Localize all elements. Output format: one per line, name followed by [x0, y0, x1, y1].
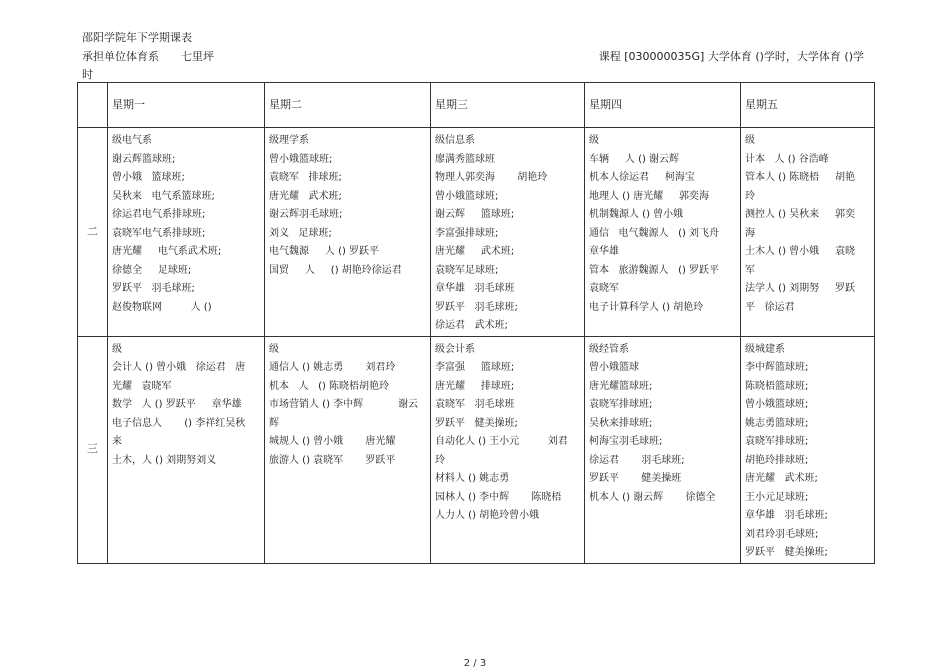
class-entry: 唐光耀 电气系武术班;	[112, 246, 222, 257]
class-entry: 刘义 足球班;	[269, 227, 332, 239]
class-entry: 罗跃平 羽毛球班;	[435, 301, 518, 313]
class-entry: 级理学系	[269, 135, 309, 146]
timetable	[77, 82, 875, 564]
class-entry: 级	[745, 135, 755, 146]
class-entry: 吴秋来 电气系篮球班;	[112, 190, 215, 202]
class-entry: 军	[745, 264, 755, 276]
class-entry: 徐运君 羽毛球班;	[589, 454, 685, 466]
class-entry: 土木，人 () 刘期努刘义	[112, 454, 217, 466]
class-entry: 罗跃平 羽毛球班;	[112, 283, 195, 294]
class-entry: 机本 人 () 陈晓梧胡艳玲	[269, 380, 390, 392]
class-entry: 通信 电气魏源人 () 刘飞舟	[589, 227, 720, 239]
class-entry: 级经管系	[589, 343, 629, 355]
class-entry: 机制魏源人 () 曾小娥	[589, 209, 684, 220]
class-entry: 唐光耀 武术班;	[745, 473, 818, 484]
weekday-header-row	[78, 83, 875, 128]
class-entry: 园林人 () 李中辉 陈晓梧	[435, 491, 562, 503]
department-line	[82, 50, 214, 63]
class-entry: 谢云辉篮球班;	[112, 153, 176, 165]
class-entry: 徐德全 足球班;	[112, 264, 192, 276]
class-entry: 机本人 () 谢云辉 徐德全	[589, 491, 716, 503]
class-entry: 胡艳玲排球班;	[745, 454, 809, 466]
class-entry: 材料人 () 姚志勇	[435, 473, 510, 484]
class-entry: 城规人 () 曾小娥 唐光耀	[269, 436, 396, 447]
class-entry: 柯海宝羽毛球班;	[589, 436, 663, 447]
schedule-cell	[585, 128, 741, 337]
class-entry: 人力人 () 胡艳玲曾小娥	[435, 510, 540, 521]
class-entry: 旅游人 () 袁晓军 罗跃平	[269, 454, 396, 466]
class-entry: 级会计系	[435, 343, 475, 355]
schedule-cell	[265, 128, 431, 337]
class-entry: 罗跃平 健美操班	[589, 473, 682, 484]
class-entry: 章华雄 羽毛球班	[435, 283, 515, 294]
class-entry: 车辆 人 () 谢云辉	[589, 153, 680, 165]
schedule-cell	[265, 336, 431, 563]
class-entry: 国贸 人 () 胡艳玲徐运君	[269, 264, 402, 276]
class-entry: 吴秋来排球班;	[589, 417, 653, 429]
class-entry: 光耀 袁晓军	[112, 380, 172, 392]
schedule-cell	[741, 128, 875, 337]
schedule-cell	[585, 336, 741, 563]
class-entry: 徐运君 武术班;	[435, 320, 508, 331]
course-line-continued: 时	[82, 68, 93, 81]
class-entry: 李富强 篮球班;	[435, 362, 515, 373]
unit-label: 承担单位体育系	[82, 50, 159, 63]
class-entry: 袁晓军 羽毛球班	[435, 399, 515, 410]
class-entry: 物理人郭奕海 胡艳玲	[435, 172, 548, 183]
class-entry: 级	[112, 343, 122, 355]
course-info: 课程 [030000035G] 大学体育 ()学时，大学体育 ()学	[598, 50, 864, 63]
class-entry: 袁晓军电气系排球班;	[112, 227, 206, 239]
class-entry: 曾小娥 篮球班;	[112, 172, 185, 183]
class-entry: 姚志勇篮球班;	[745, 417, 809, 429]
corner-cell	[78, 83, 108, 128]
weekday-friday: 星期五	[741, 83, 875, 128]
class-entry: 电子信息人 () 李祥红吴秋	[112, 417, 246, 429]
class-entry: 章华雄	[589, 246, 619, 257]
campus-label: 七里坪	[181, 50, 214, 63]
class-entry: 李中辉篮球班;	[745, 362, 809, 373]
schedule-cell	[741, 336, 875, 563]
class-entry: 袁晓军	[589, 283, 619, 294]
schedule-cell	[431, 128, 585, 337]
class-entry: 廖满秀篮球班	[435, 153, 495, 165]
class-entry: 会计人 () 曾小娥 徐运君 唐	[112, 362, 246, 373]
page-title: 邵阳学院年下学期课表	[82, 31, 192, 44]
class-entry: 级城建系	[745, 343, 785, 355]
class-entry: 曾小娥篮球班;	[435, 190, 499, 202]
class-entry: 平 徐运君	[745, 301, 795, 313]
class-entry: 陈晓梧篮球班;	[745, 380, 809, 392]
class-entry: 罗跃平 健美操班;	[435, 417, 518, 429]
class-entry: 唐光耀 武术班;	[269, 190, 342, 202]
class-entry: 罗跃平 健美操班;	[745, 547, 828, 558]
class-entry: 袁晓军足球班;	[435, 264, 499, 276]
class-entry: 级	[589, 135, 599, 146]
class-entry: 袁晓军排球班;	[745, 436, 809, 447]
class-entry: 刘君玲羽毛球班;	[745, 528, 819, 540]
schedule-cell	[108, 336, 265, 563]
class-entry: 地理人 () 唐光耀 郭奕海	[589, 190, 710, 202]
schedule-cell	[431, 336, 585, 563]
period-label: 二	[78, 128, 108, 337]
class-entry: 通信人 () 姚志勇 刘君玲	[269, 362, 396, 373]
class-entry: 机本人徐运君 柯海宝	[589, 172, 695, 183]
class-entry: 章华雄 羽毛球班;	[745, 510, 828, 521]
class-entry: 曾小娥篮球班;	[269, 153, 333, 165]
class-entry: 管本 旅游魏源人 () 罗跃平	[589, 264, 720, 276]
page-number: 2 / 3	[463, 658, 487, 669]
class-entry: 海	[745, 227, 755, 239]
class-entry: 土木人 () 曾小娥 袁晓	[745, 246, 856, 257]
class-entry: 玲	[745, 190, 755, 202]
class-entry: 管本人 () 陈晓梧 胡艳	[745, 172, 856, 183]
class-entry: 曾小娥篮球	[589, 362, 639, 373]
class-entry: 袁晓军 排球班;	[269, 172, 342, 183]
class-entry: 自动化人 () 王小元 刘君	[435, 436, 568, 447]
class-entry: 唐光耀 排球班;	[435, 380, 515, 392]
class-entry: 曾小娥篮球班;	[745, 399, 809, 410]
weekday-monday: 星期一	[108, 83, 265, 128]
weekday-thursday: 星期四	[585, 83, 741, 128]
class-entry: 李富强排球班;	[435, 227, 499, 239]
class-entry: 测控人 () 吴秋来 郭奕	[745, 209, 856, 220]
class-entry: 数学 人 () 罗跃平 章华雄	[112, 399, 242, 410]
class-entry: 电子计算科学人 () 胡艳玲	[589, 301, 704, 313]
class-entry: 法学人 () 刘期努 罗跃	[745, 283, 856, 294]
class-entry: 级	[269, 343, 279, 355]
class-entry: 赵俊物联网 人 ()	[112, 301, 212, 313]
schedule-cell	[108, 128, 265, 337]
class-entry: 电气魏源 人 () 罗跃平	[269, 246, 380, 257]
class-entry: 来	[112, 436, 122, 447]
weekday-tuesday: 星期二	[265, 83, 431, 128]
period-row	[78, 128, 875, 337]
class-entry: 徐运君电气系排球班;	[112, 209, 206, 220]
period-label: 三	[78, 336, 108, 563]
weekday-wednesday: 星期三	[431, 83, 585, 128]
class-entry: 计本 人 () 谷浩峰	[745, 153, 829, 165]
class-entry: 市场营销人 () 李中辉 谢云	[269, 399, 419, 410]
class-entry: 谢云辉 篮球班;	[435, 209, 515, 220]
class-entry: 辉	[269, 417, 279, 429]
class-entry: 唐光耀 武术班;	[435, 246, 515, 257]
class-entry: 玲	[435, 454, 445, 466]
class-entry: 级信息系	[435, 135, 475, 146]
period-row	[78, 336, 875, 563]
class-entry: 袁晓军排球班;	[589, 399, 653, 410]
class-entry: 王小元足球班;	[745, 491, 809, 503]
class-entry: 谢云辉羽毛球班;	[269, 209, 343, 220]
class-entry: 级电气系	[112, 135, 152, 146]
class-entry: 唐光耀篮球班;	[589, 380, 653, 392]
